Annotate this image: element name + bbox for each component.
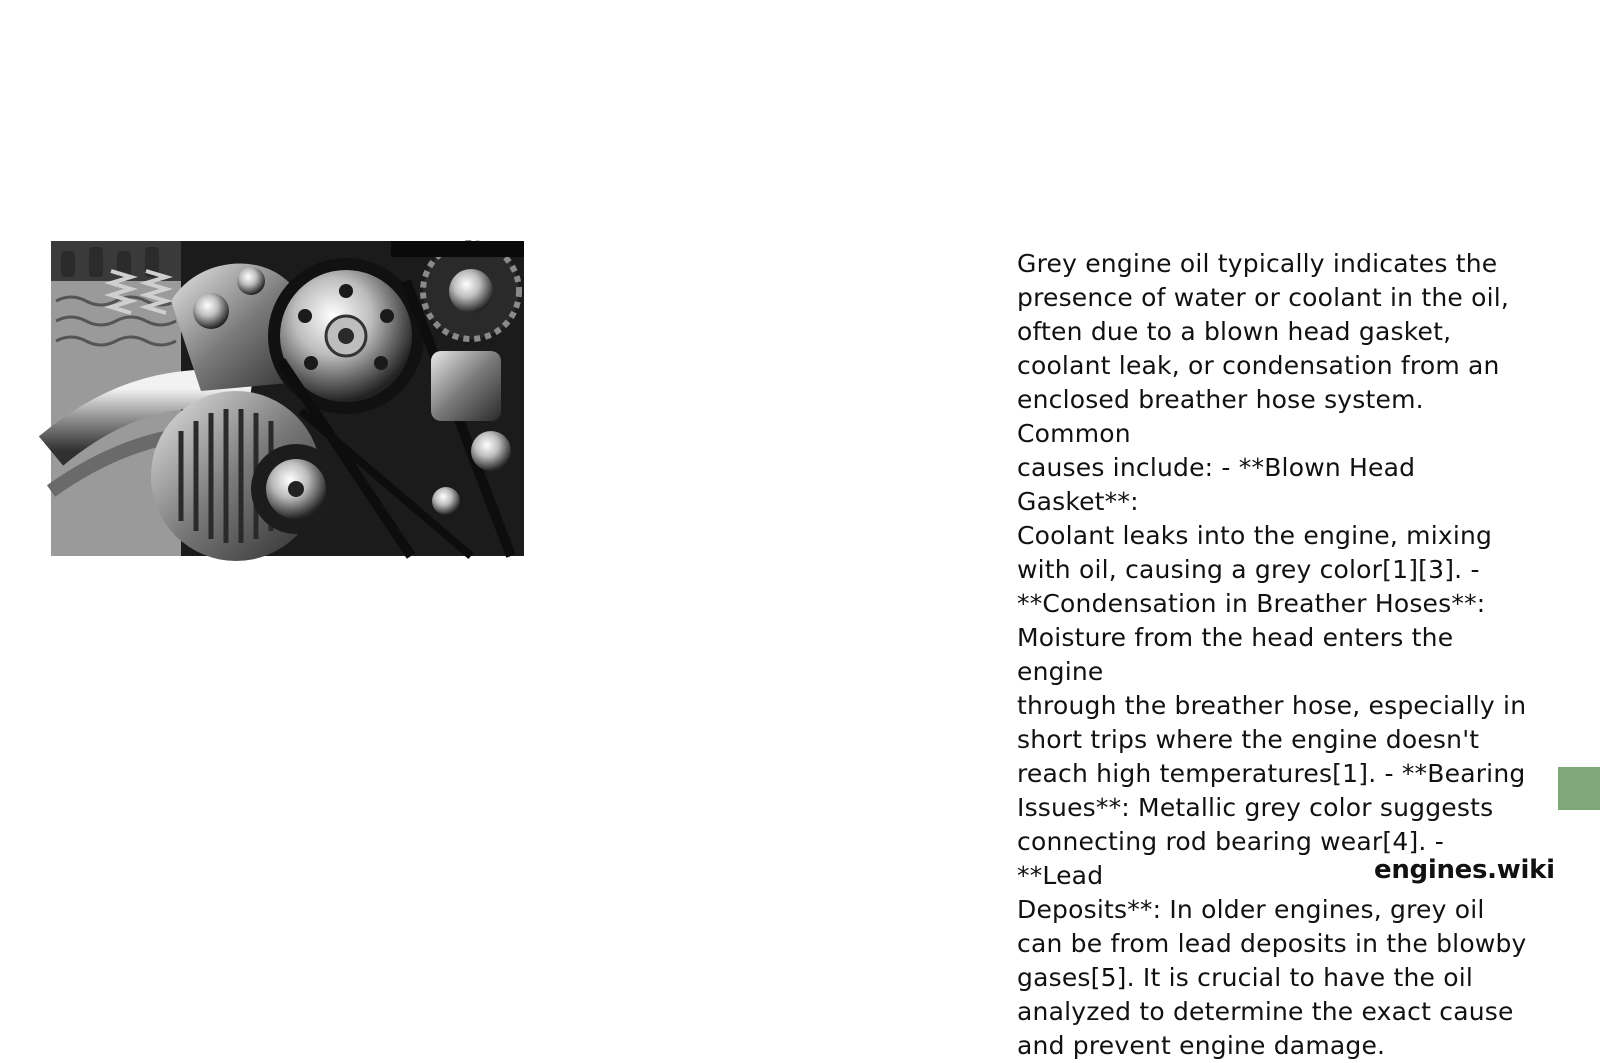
body-text: Grey engine oil typically indicates the presence of water or coolant in the oil, often due to a blown head gasket, coolant leak, or condensation from an enclosed breather hose system. Common causes include: - **Blown Head Gasket**: Coolant leaks into the engine, mixing with oil, causing a grey color[1][3]. - **Condensation in Breather Hoses**: Moisture from the head enters the engine through the breather hose, especially in short trips where the engine doesn't reach high temperatures[1]. - **Bearing Issues**: Metallic grey color suggests connecting rod bearing wear[4]. - **Lead Deposits**: In older engines, grey oil can be from lead deposits in the blowby gases[5]. It is crucial to have the oil analyzed to determine the exact cause and prevent engine damage. [1017,249,1527,1060]
site-watermark: engines.wiki [1374,855,1555,885]
engine-photo-graphic [51,241,524,556]
engine-photo [51,241,524,556]
accent-block [1558,767,1600,810]
